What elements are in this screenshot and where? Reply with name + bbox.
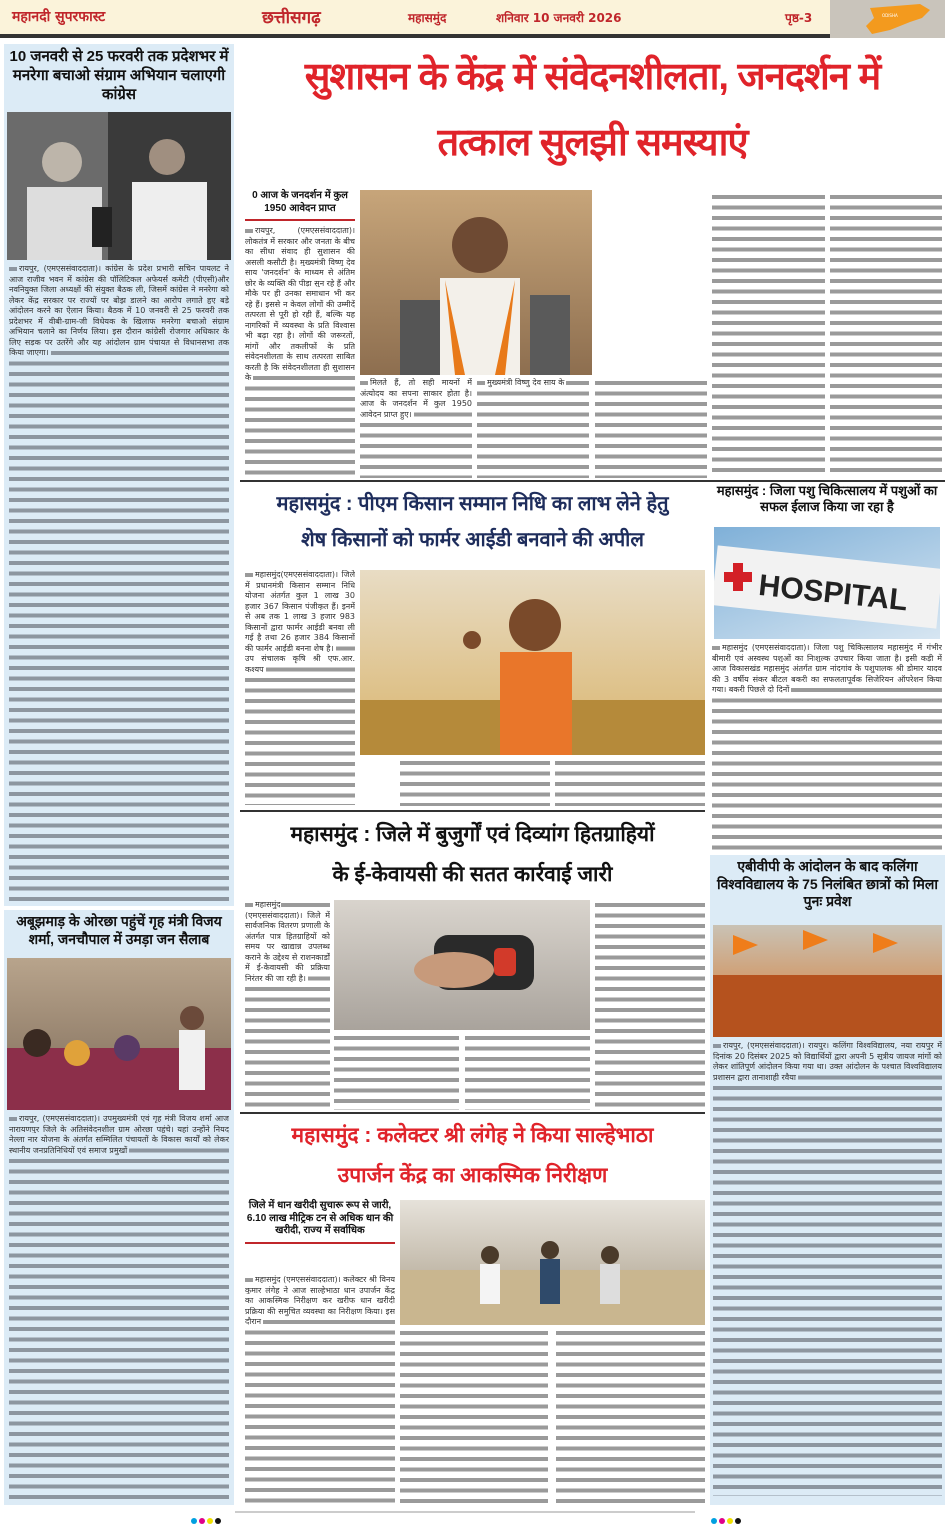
main-body-3: मुख्यमंत्री विष्णु देव साय के <box>477 378 589 478</box>
collector-body-2 <box>400 1328 548 1503</box>
main-body-5 <box>712 192 825 478</box>
divider <box>240 810 705 812</box>
main-headline-line1: सुशासन के केंद्र में संवेदनशीलता, जनदर्शन में <box>304 56 881 98</box>
kisan-body: महासमुंद(एमएससंवाददाता)। जिले में प्रधानमंत्री किसान सम्मान निधि योजना अंतर्गत कुल 1 लाख 30 हजार 367 किसान पंजीकृत हैं। इनमें से अब तक 1 लाख 3 हजार 983 किसानों द्वारा फार्मर आईडी बनवा ली गई है तथा 26 हजार 384 किसानों की फार्मर आईडी बनना शेष है। उप संचालक कृषि श्री एफ.आर. कश्यप <box>245 570 355 805</box>
masthead-bar <box>0 0 945 38</box>
abujhmad-headline: अबूझमाड़ के ओरछा पहुंचें गृह मंत्री विजय शर्मा, जनचौपाल में उमड़ा जन सैलाब <box>16 913 222 947</box>
congress-story <box>4 44 234 906</box>
main-story-col1 <box>245 190 355 478</box>
abujhmad-body: रायपुर, (एमएससंवाददाता)। उपमुख्यमंत्री एवं गृह मंत्री विजय शर्मा आज नारायणपुर जिले के अतिसंवेदनशील ग्राम ओरछा पहुंचे। यहां उन्होंने नियद नेल्ला नार योजना के अंतर्गत सम्मिलित पंचायतों के विकास कार्यों को लेकर स्थानीय जनप्रतिनिधियों एवं समाज प्रमुखों <box>9 1114 229 1499</box>
jan-chaupal-photo <box>7 958 231 1110</box>
abujhmad-story <box>4 910 234 1505</box>
divider <box>240 480 945 482</box>
kisan-body-2 <box>400 758 550 806</box>
main-headline <box>240 44 945 182</box>
page-number: पृष्ठ-3 <box>785 11 813 25</box>
paper-name: महानदी सुपरफास्ट <box>12 9 106 25</box>
date: शनिवार 10 जनवरी 2026 <box>496 11 622 25</box>
ekyc-body-4 <box>595 900 705 1110</box>
collector-body-3 <box>556 1328 705 1503</box>
svg-text:HOSPITAL: HOSPITAL <box>757 568 910 618</box>
congress-headline: 10 जनवरी से 25 फरवरी तक प्रदेशभर में मनरेगा बचाओ संग्राम अभियान चलाएगी कांग्रेस <box>9 48 229 103</box>
ekyc-body: महासमुंद (एमएससंवाददाता)। जिले में सार्वजनिक वितरण प्रणाली के अंतर्गत पात्र हितग्राहियों को समय पर खाद्यान्न उपलब्ध कराने के उद्देश्य से राशनकार्डों में ई-केवायसी की प्रक्रिया निरंतर की जा रही है। <box>245 900 330 1110</box>
main-body-4 <box>595 378 707 478</box>
paddy-center-photo <box>400 1200 705 1325</box>
congress-leaders-photo <box>7 112 231 260</box>
hospital-body: महासमुंद (एमएससंवाददाता)। जिला पशु चिकित्सालय महासमुंद में गंभीर बीमारी एवं अस्वस्थ पशुओं का निःशुल्क उपचार किया जाता है। इसी कड़ी में आज विकासखंड महासमुंद अंतर्गत ग्राम नांदगांव के पशुपालक श्री डोमार यादव की 3 वर्षीय संकर बीटल बकरी का सफलतापूर्वक सिजेरियन ऑपरेशन किया गया। बकरी पिछले दो दिनों <box>712 643 942 851</box>
student-protest-photo <box>713 925 942 1037</box>
abvp-headline: एबीवीपी के आंदोलन के बाद कलिंगा विश्वविद्यालय के 75 निलंबित छात्रों को मिला पुनः प्रवेश <box>716 858 939 909</box>
main-body-1: रायपुर, (एमएससंवाददाता)। लोकतंत्र में सरकार और जनता के बीच का सीधा संवाद ही सुशासन की असली कसौटी है। मुख्यमंत्री विष्णु देव साय 'जनदर्शन' के माध्यम से अंतिम छोर के व्यक्ति की पीड़ा सुन रहे हैं और मौके पर ही उनका समाधान भी कर रहे हैं। इससे न केवल लोगों की उम्मीदें तत्परता से पूरी हो रही हैं, बल्कि यह नागरिकों में व्यवस्था के प्रति विश्वास भी बढ़ा रहा है। लोगों की जरूरतों, मांगों और तकलीफों के प्रति संवेदनशीलता के साथ तत्परता साबित करती है कि संवेदनशीलता ही सुशासन के <box>245 226 355 476</box>
city-name: महासमुंद <box>408 11 447 25</box>
ekyc-headline: महासमुंद : जिले में बुजुर्गों एवं दिव्यांग हितग्राहियों के ई-केवायसी की सतत कार्रवाई जारी <box>290 823 655 886</box>
footer-line <box>235 1511 695 1513</box>
divider <box>240 1112 705 1114</box>
print-registration-strip <box>0 1505 945 1519</box>
main-subhead: 0 आज के जनदर्शन में कुल 1950 आवेदन प्राप्त <box>245 190 355 221</box>
kisan-body-3 <box>555 758 705 806</box>
farmer-photo <box>360 570 705 755</box>
svg-text:ODISHA: ODISHA <box>882 13 898 18</box>
hospital-headline: महासमुंद : जिला पशु चिकित्सालय में पशुओं का सफल ईलाज किया जा रहा है <box>716 483 938 515</box>
main-headline-line2: तत्काल सुलझी समस्याएं <box>437 122 748 164</box>
chief-minister-photo <box>360 190 592 375</box>
kisan-headline: महासमुंद : पीएम किसान सम्मान निधि का लाभ लेने हेतु शेष किसानों को फार्मर आईडी बनवाने की अपील <box>276 493 669 551</box>
odisha-map-logo <box>830 0 945 38</box>
abvp-story <box>710 855 945 1505</box>
hospital-photo <box>714 527 940 639</box>
main-body-6 <box>830 192 942 478</box>
ekyc-device-photo <box>334 900 590 1030</box>
state-name: छत्तीसगढ़ <box>262 8 321 28</box>
collector-headline: महासमुंद : कलेक्टर श्री लंगेह ने किया साल्हेभाठा उपार्जन केंद्र का आकस्मिक निरीक्षण <box>291 1124 654 1187</box>
main-body-2: मिलते हैं, तो सही मायनों में अंत्योदय का सपना साकार होता है। आज के जनदर्शन में कुल 1950 आवेदन प्राप्त हुए। <box>360 378 472 478</box>
collector-body: महासमुंद (एमएससंवाददाता)। कलेक्टर श्री विनय कुमार लंगेह ने आज साल्हेभाठा धान उपार्जन केंद्र का आकस्मिक निरीक्षण कर खरीफ धान खरीदी प्रक्रिया की समुचित व्यवस्था का निरीक्षण किया। इस दौरान <box>245 1275 395 1503</box>
collector-highlight-box: जिले में धान खरीदी सुचारू रूप से जारी, 6.10 लाख मीट्रिक टन से अधिक धान की खरीदी, राज्य में सर्वाधिक <box>245 1200 395 1244</box>
ekyc-body-2 <box>334 1033 459 1110</box>
ekyc-body-3 <box>465 1033 590 1110</box>
congress-body: रायपुर, (एमएससंवाददाता)। कांग्रेस के प्रदेश प्रभारी सचिन पायलट ने आज राजीव भवन में कांग्रेस की पॉलिटिकल अफेयर्स कमेटी (पीएसी)और नवनियुक्त जिला अध्यक्षों की संयुक्त बैठक ली, जिसमें कांग्रेस ने मनरेगा को लेकर केंद्र सरकार पर राज्यों पर बोझ डालने का आरोप लगाते हुए बड़े आंदोलन करने का ऐलान किया। बैठक में 10 जनवरी से 25 फरवरी तक प्रदेशभर में वीबी-ग्राम-जी विधेयक के खिलाफ मनरेगा बचाओ संग्राम अभियान चलाने का निर्णय लिया। इस दौरान कांग्रेसी रोजगार अधिकार के लिए सड़क पर उतरेंगे और यह आंदोलन ग्राम पंचायत से विधानसभा तक किया जाएगा। <box>9 264 229 904</box>
abvp-body: रायपुर, (एमएससंवाददाता)। रायपुर। कलिंगा विश्वविद्यालय, नया रायपुर में दिनांक 20 दिसंबर 2025 को विद्यार्थियों द्वारा अपनी 5 सूत्रीय जायज मांगों को लेकर शांतिपूर्ण आंदोलन किया गया था। उक्त आंदोलन के पश्चात विश्वविद्यालय प्रशासन द्वारा तानाशाही रवैया <box>713 1041 942 1496</box>
